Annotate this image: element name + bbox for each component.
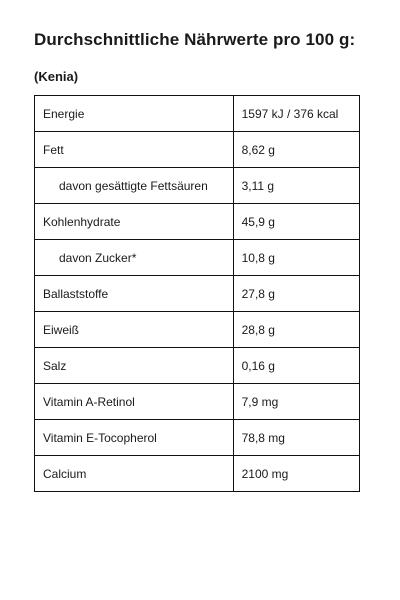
nutrient-value: 1597 kJ / 376 kcal — [233, 96, 359, 132]
table-row-salz — [35, 348, 360, 384]
table-row-gesaettigte-fettsaeuren — [35, 168, 360, 204]
table-row-kohlenhydrate — [35, 204, 360, 240]
nutrient-value: 45,9 g — [233, 204, 359, 240]
nutrient-value: 28,8 g — [233, 312, 359, 348]
nutrient-name: Calcium — [35, 456, 234, 492]
nutrient-name: Energie — [35, 96, 234, 132]
table-row-energie — [35, 96, 360, 132]
nutrient-name: Kohlenhydrate — [35, 204, 234, 240]
nutrient-value: 7,9 mg — [233, 384, 359, 420]
table-row-fett — [35, 132, 360, 168]
nutrient-value: 0,16 g — [233, 348, 359, 384]
nutrition-table — [34, 95, 360, 492]
nutrient-name: Vitamin A-Retinol — [35, 384, 234, 420]
nutrient-value: 10,8 g — [233, 240, 359, 276]
origin-subtitle: (Kenia) — [34, 69, 79, 84]
table-row-vitamin-e — [35, 420, 360, 456]
nutrient-name: Vitamin E-Tocopherol — [35, 420, 234, 456]
nutrient-name: Fett — [35, 132, 234, 168]
table-row-zucker — [35, 240, 360, 276]
nutrient-name: Salz — [35, 348, 234, 384]
nutrient-name: davon gesättigte Fettsäuren — [35, 168, 234, 204]
nutrient-name: Ballaststoffe — [35, 276, 234, 312]
nutrient-value: 27,8 g — [233, 276, 359, 312]
nutrient-value: 2100 mg — [233, 456, 359, 492]
nutrient-value: 8,62 g — [233, 132, 359, 168]
table-row-eiweiss — [35, 312, 360, 348]
nutrient-value: 78,8 mg — [233, 420, 359, 456]
table-row-calcium — [35, 456, 360, 492]
nutrient-value: 3,11 g — [233, 168, 359, 204]
nutrient-name: Eiweiß — [35, 312, 234, 348]
table-row-vitamin-a — [35, 384, 360, 420]
nutrient-name: davon Zucker* — [35, 240, 234, 276]
table-row-ballaststoffe — [35, 276, 360, 312]
page-title: Durchschnittliche Nährwerte pro 100 g: — [34, 30, 356, 49]
